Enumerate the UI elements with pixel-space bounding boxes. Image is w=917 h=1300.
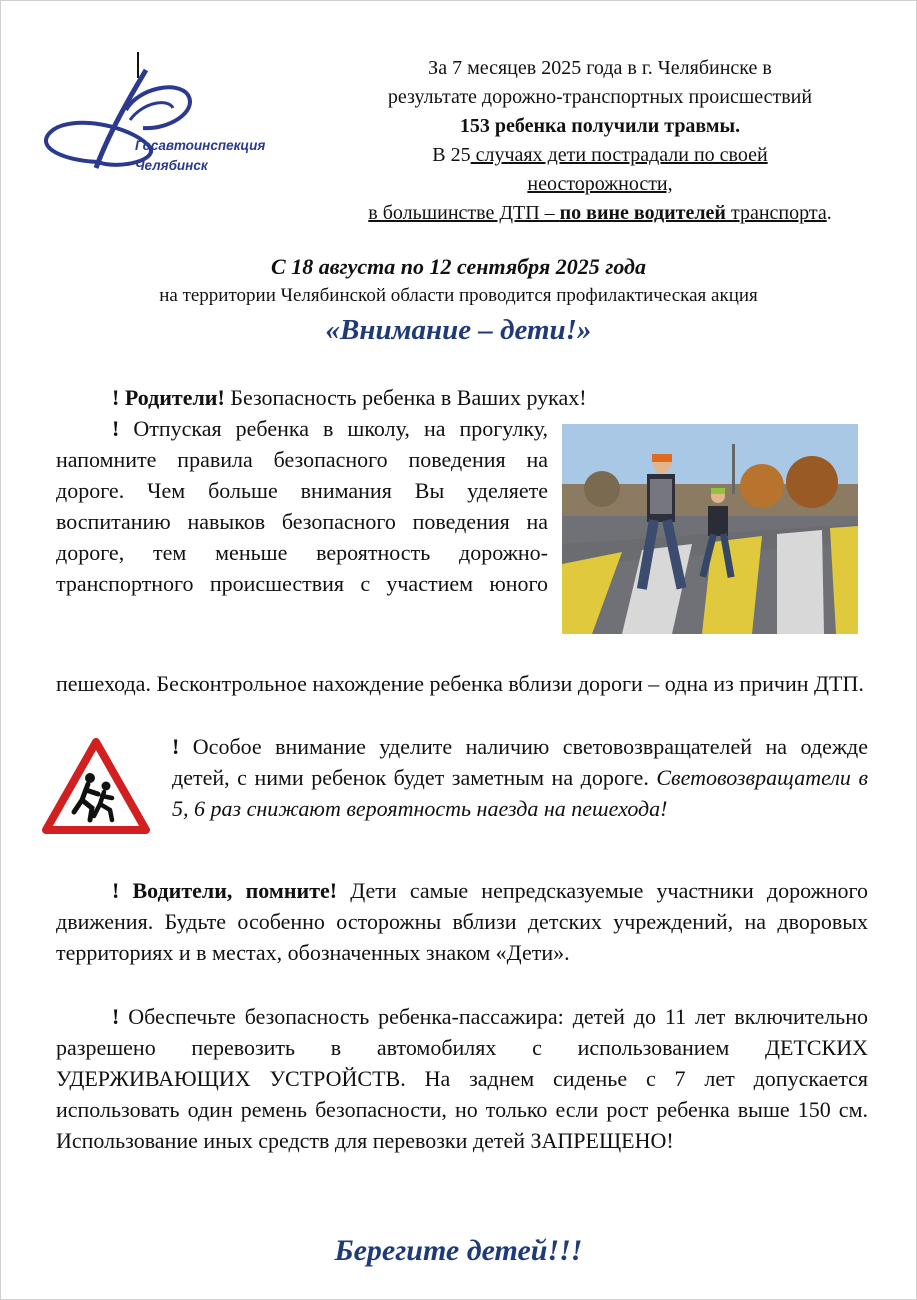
logo-line-1: Госавтоинспекция <box>135 138 266 153</box>
closing-slogan: Берегите детей!!! <box>334 1234 583 1267</box>
parents-paragraph-continued: пешехода. Бесконтрольное нахождение ребенка вблизи дороги – одна из причин ДТП. <box>56 671 864 696</box>
parents-heading: ! Родители! Безопасность ребенка в Ваших руках! <box>112 385 587 410</box>
intro-line-4: В 25 случаях дети пострадали по своей <box>432 144 768 166</box>
intro-line-2: результате дорожно-транспортных происшествий <box>387 86 813 108</box>
logo-line-2: Челябинск <box>135 158 208 173</box>
intro-line-1: За 7 месяцев 2025 года в г. Челябинске в <box>428 57 772 79</box>
campaign-dates: С 18 августа по 12 сентября 2025 года <box>271 254 646 279</box>
intro-injuries: 153 ребенка получили травмы. <box>459 115 741 137</box>
gosavtoinspektsiya-logo <box>38 50 303 185</box>
statistics-intro <box>300 54 900 228</box>
reflectors-paragraph: ! Особое внимание уделите наличию световозвращателей на одежде детей, с ними ребенок будет заметным на дороге. Световозвращатели в 5, 6 раз снижают вероятность наезда на пешехода! <box>172 734 869 821</box>
campaign-title: «Внимание – дети!» <box>325 314 592 346</box>
passenger-paragraph: ! Обеспечьте безопасность ребенка-пассажира: детей до 11 лет включительно разрешено перевозить в автомобилях с использованием ДЕТСКИХ УДЕРЖИВАЮЩИХ УСТРОЙСТВ. На заднем сиденье с 7 лет допускается использовать один ремень безопасности, но только если рост ребенка выше 150 см. Использование иных средств для перевозки детей ЗАПРЕЩЕНО! <box>56 1004 868 1153</box>
intro-line-5: неосторожности, <box>527 173 673 195</box>
children-crossing-sign-icon <box>42 738 150 836</box>
drivers-paragraph: ! Водители, помните! Дети самые непредсказуемые участники дорожного движения. Будьте особенно осторожны вблизи детских учреждений, на дворовых территориях и в местах, обозначенных знаком «Дети». <box>56 878 868 965</box>
intro-line-6: в большинстве ДТП – по вине водителей транспорта. <box>368 202 832 224</box>
crosswalk-photo <box>562 424 858 634</box>
parents-paragraph: ! Отпуская ребенка в школу, на прогулку, напомните правила безопасного поведения на дороге. Чем больше внимания Вы уделяете воспитанию навыков безопасного поведения на дороге, тем меньше вероятность дорожно-транспортного происшествия с участием юного <box>56 416 548 596</box>
campaign-territory: на территории Челябинской области проводится профилактическая акция <box>159 285 758 306</box>
